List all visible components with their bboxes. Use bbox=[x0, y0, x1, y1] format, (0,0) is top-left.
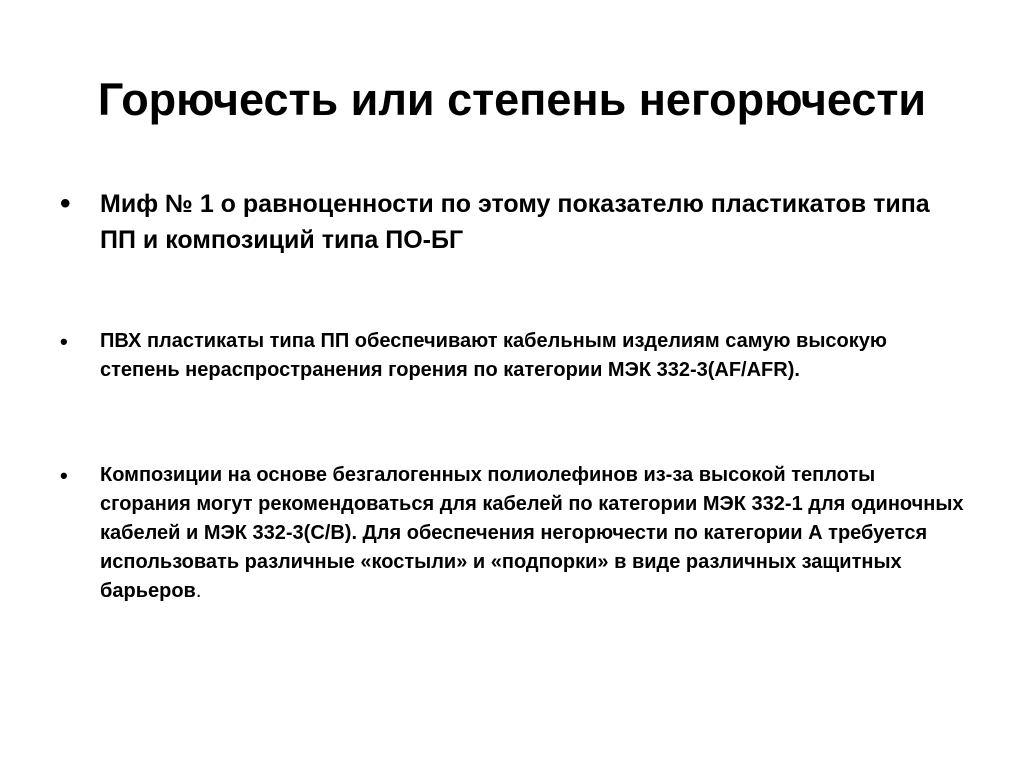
bullet-marker: • bbox=[60, 329, 68, 354]
bullet-item-2 bbox=[60, 327, 970, 385]
bullet-text-main: Миф № 1 о равноценности по этому показателю пластикатов типа ПП и композиций типа ПО-БГ bbox=[100, 190, 930, 254]
slide-title: Горючесть или степень негорючести bbox=[97, 74, 927, 125]
bullet-marker: • bbox=[60, 463, 68, 488]
bullet-text bbox=[100, 186, 960, 258]
bullet-item-3 bbox=[60, 461, 970, 606]
bullet-text-period: . bbox=[195, 580, 202, 602]
bullet-text-main: Композиции на основе безгалогенных полиолефинов из-за высокой теплоты сгорания могут рекомендоваться для кабелей по категории МЭК 332-1 для одиночных кабелей и МЭК 332-3(С/В). Для обеспечения негорючести по категории А требуется использовать различные «костыли» и «подпорки» в виде различных защитных барьеров bbox=[100, 464, 964, 602]
bullet-text-main: ПВХ пластикаты типа ПП обеспечивают кабельным изделиям самую высокую степень нераспространения горения по категории МЭК 332-3(AF/AFR). bbox=[100, 330, 887, 381]
bullet-item-1 bbox=[60, 186, 960, 258]
bullet-text bbox=[100, 327, 970, 385]
bullet-text bbox=[100, 461, 970, 606]
bullet-marker: • bbox=[60, 187, 71, 220]
